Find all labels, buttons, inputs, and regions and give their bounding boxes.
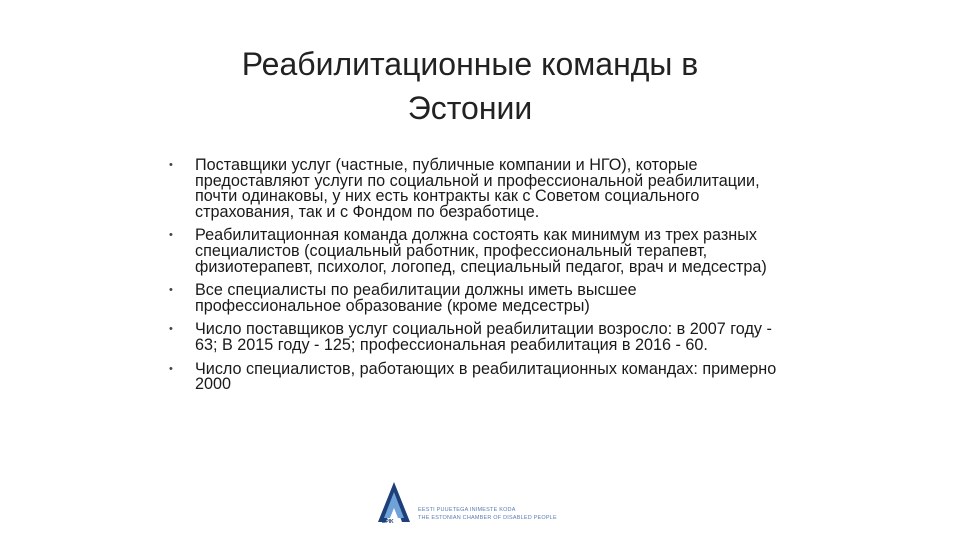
bullet-text: Число поставщиков услуг социальной реабилитации возросло: в 2007 году - 63; В 2015 году - 125; профессиональная реабилитация в 2016 - 60. — [195, 320, 772, 354]
logo-wordmark — [418, 506, 557, 522]
slide-title-line-1: Реабилитационные команды в — [241, 46, 699, 82]
logo-abbreviation: EPIK — [382, 519, 394, 525]
bullet-item — [166, 359, 786, 394]
bullet-item — [166, 283, 786, 314]
slide-title-line-2: Эстонии — [407, 90, 533, 126]
bullet-text: Все специалисты по реабилитации должны иметь высшее профессиональное образование (кроме медсестры) — [195, 281, 637, 315]
bullet-text: Поставщики услуг (частные, публичные компании и НГО), которые предоставляют услуги по социальной и профессиональной реабилитации, почти одинаковы, у них есть контракты как с Советом социального страхования, так и с Фондом по безработице. — [195, 156, 760, 221]
organization-logo — [374, 478, 574, 534]
bullet-text: Число специалистов, работающих в реабилитационных командах: примерно 2000 — [195, 359, 777, 394]
bullet-marker: • — [169, 159, 173, 171]
logo-line-2: THE ESTONIAN CHAMBER OF DISABLED PEOPLE — [418, 515, 557, 521]
bullet-item — [166, 228, 786, 275]
logo-mark-icon — [374, 478, 414, 534]
bullet-marker: • — [169, 284, 173, 297]
bullet-list — [166, 158, 786, 401]
bullet-item — [166, 158, 786, 220]
bullet-marker: • — [169, 362, 173, 375]
bullet-item — [166, 322, 786, 353]
bullet-marker: • — [169, 323, 173, 336]
slide-title — [190, 42, 750, 130]
bullet-text: Реабилитационная команда должна состоять как минимум из трех разных специалистов (социальный работник, профессиональный терапевт, физиотерапевт, психолог, логопед, специальный педагог, врач и медсестра) — [195, 226, 767, 276]
bullet-marker: • — [169, 229, 173, 242]
logo-line-1: EESTI PUUETEGA INIMESTE KODA — [418, 507, 516, 513]
